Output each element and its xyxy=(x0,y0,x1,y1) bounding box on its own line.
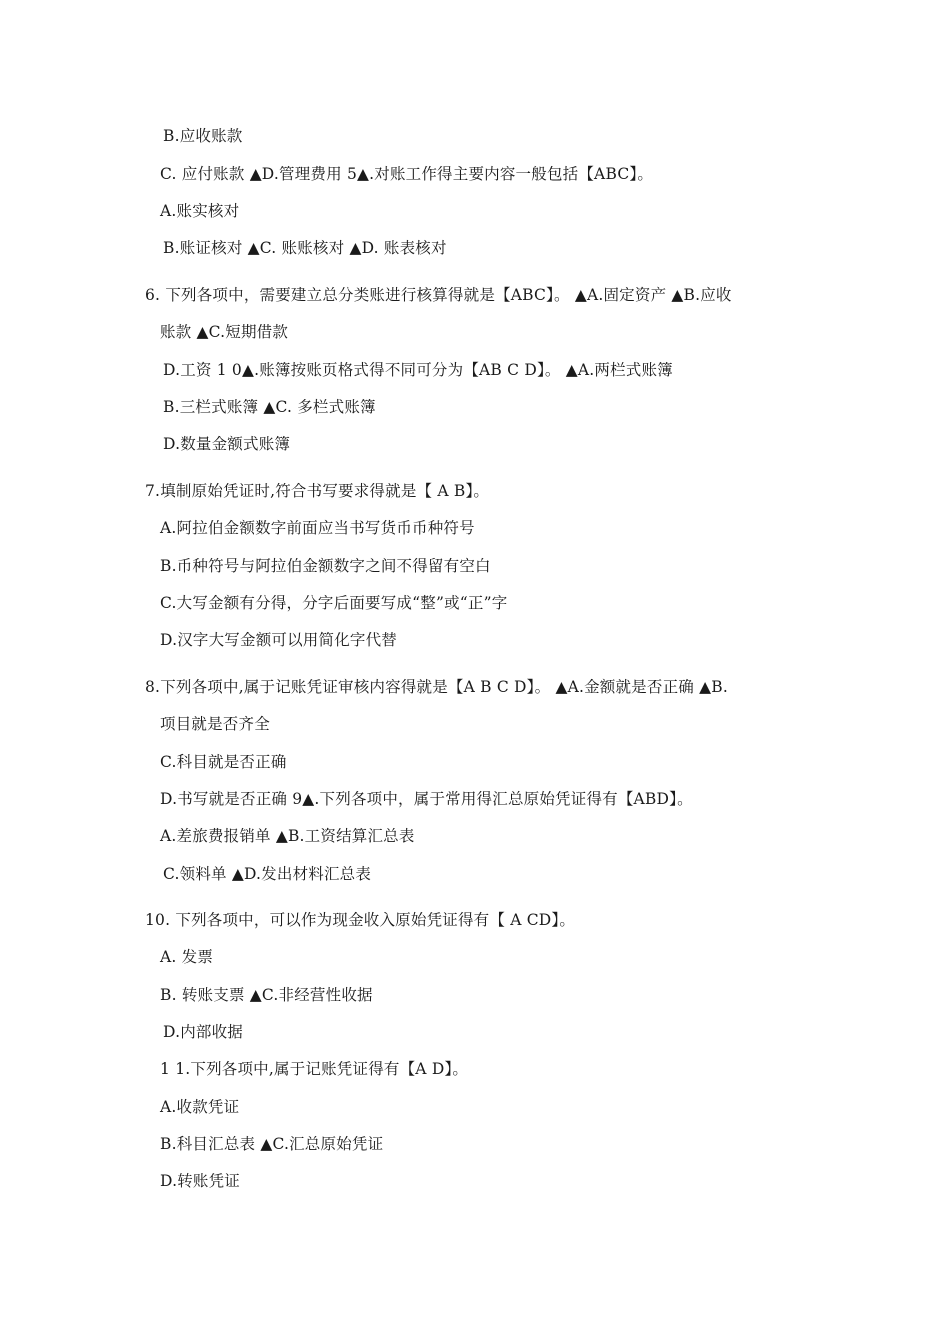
text-line: 10. 下列各项中，可以作为现金收入原始凭证得有【 A CD】。 xyxy=(145,911,576,929)
text-line: B.账证核对 ▲C. 账账核对 ▲D. 账表核对 xyxy=(163,239,447,257)
text-line: 1 1.下列各项中,属于记账凭证得有【A D】。 xyxy=(160,1060,469,1078)
text-line: C.领料单 ▲D.发出材料汇总表 xyxy=(163,865,372,883)
text-line: A.账实核对 xyxy=(160,202,240,220)
text-line: B.应收账款 xyxy=(163,127,243,145)
text-line: 7.填制原始凭证时,符合书写要求得就是【 A B】。 xyxy=(145,482,490,500)
text-line: D.内部收据 xyxy=(163,1023,244,1041)
text-line: C.大写金额有分得，分字后面要写成“整”或“正”字 xyxy=(160,594,508,612)
text-line: A.阿拉伯金额数字前面应当书写货币币种符号 xyxy=(160,519,475,537)
text-line: C. 应付账款 ▲D.管理费用 5▲.对账工作得主要内容一般包括【ABC】。 xyxy=(160,165,654,183)
text-line: B. 转账支票 ▲C.非经营性收据 xyxy=(160,986,373,1004)
text-line: B.币种符号与阿拉伯金额数字之间不得留有空白 xyxy=(160,557,491,575)
text-line: 8.下列各项中,属于记账凭证审核内容得就是【A B C D】。 ▲A.金额就是否正确 ▲B. xyxy=(145,678,728,696)
text-line: 项目就是否齐全 xyxy=(160,715,270,733)
text-line: C.科目就是否正确 xyxy=(160,753,287,771)
text-line: 6. 下列各项中，需要建立总分类账进行核算得就是【ABC】。 ▲A.固定资产 ▲B.应收 xyxy=(145,286,732,304)
text-line: 账款 ▲C.短期借款 xyxy=(160,323,289,341)
text-line: A. 发票 xyxy=(160,948,214,966)
text-line: A.差旅费报销单 ▲B.工资结算汇总表 xyxy=(160,827,415,845)
text-line: D.工资 1 0▲.账簿按账页格式得不同可分为【AB C D】。 ▲A.两栏式账簿 xyxy=(163,361,673,379)
text-line: B.科目汇总表 ▲C.汇总原始凭证 xyxy=(160,1135,384,1153)
text-line: B.三栏式账簿 ▲C. 多栏式账簿 xyxy=(163,398,376,416)
text-line: D.汉字大写金额可以用简化字代替 xyxy=(160,631,398,649)
text-line: A.收款凭证 xyxy=(160,1098,240,1116)
text-line: D.数量金额式账簿 xyxy=(163,435,291,453)
text-line: D.转账凭证 xyxy=(160,1172,241,1190)
text-line: D.书写就是否正确 9▲.下列各项中，属于常用得汇总原始凭证得有【ABD】。 xyxy=(160,790,693,808)
